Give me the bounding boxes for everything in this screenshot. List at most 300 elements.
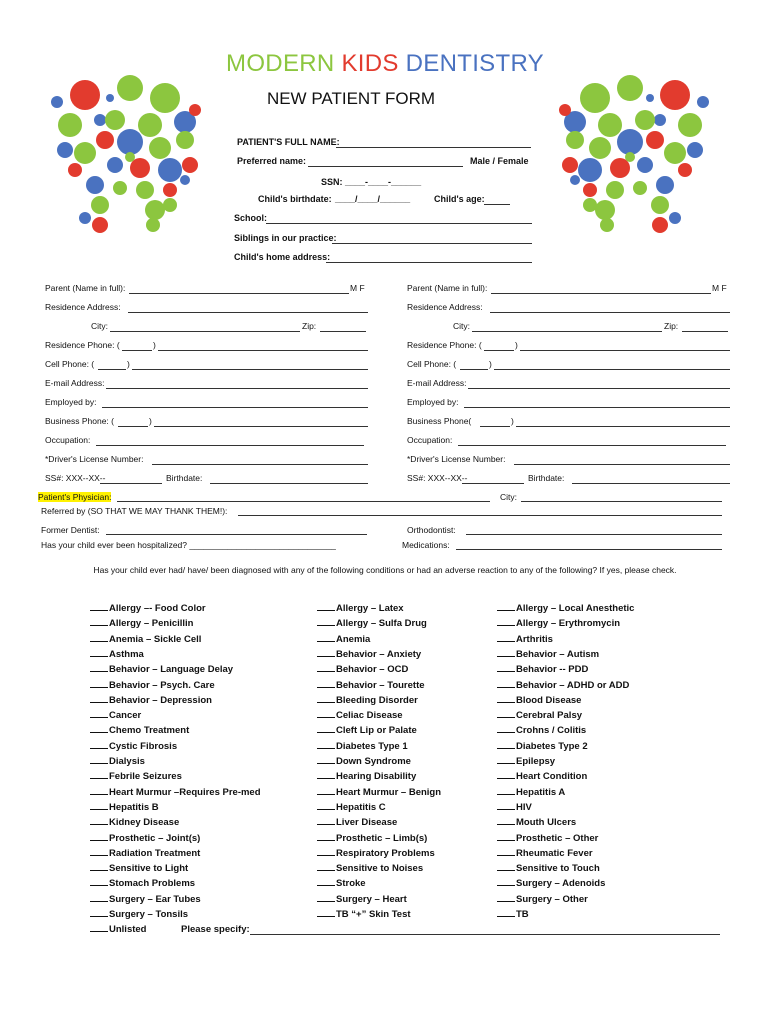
referred-label: Referred by (SO THAT WE MAY THANK THEM!):: [41, 506, 228, 516]
logo-dot: [86, 176, 104, 194]
condition-label: Cystic Fibrosis: [109, 740, 178, 752]
check-line[interactable]: [497, 916, 515, 917]
left-cell-phone-paren: ): [127, 359, 130, 369]
age-label: Child's age:: [434, 194, 485, 204]
check-line[interactable]: [90, 748, 108, 749]
medications-label: Medications:: [402, 540, 450, 550]
check-line[interactable]: [317, 748, 335, 749]
home-address-field[interactable]: [326, 262, 532, 263]
check-line[interactable]: [497, 824, 515, 825]
condition-checkbox[interactable]: [90, 618, 193, 629]
condition-label: Unlisted: [109, 924, 147, 936]
condition-checkbox[interactable]: [90, 817, 179, 828]
check-line[interactable]: [90, 931, 108, 932]
logo-dot: [182, 157, 198, 173]
logo-dot: [125, 152, 135, 162]
check-line[interactable]: [317, 778, 335, 779]
right-gender-mf[interactable]: M F: [712, 283, 727, 293]
condition-checkbox[interactable]: [317, 618, 427, 629]
siblings-label: Siblings in our practice:: [234, 233, 337, 243]
condition-label: Hearing Disability: [336, 771, 417, 783]
condition-checkbox[interactable]: [317, 680, 425, 691]
condition-label: Chemo Treatment: [109, 725, 190, 737]
check-line[interactable]: [497, 855, 515, 856]
check-line[interactable]: [317, 794, 335, 795]
right-residence-phone-number-field[interactable]: [520, 350, 730, 351]
ssn-field[interactable]: ____-____-______: [345, 177, 422, 187]
condition-label: Radiation Treatment: [109, 847, 201, 859]
right-business-phone-label: Business Phone(: [407, 416, 472, 426]
check-line[interactable]: [497, 702, 515, 703]
condition-label: Surgery – Adenoids: [516, 878, 606, 890]
logo-dot: [625, 152, 635, 162]
check-line[interactable]: [497, 840, 515, 841]
check-line[interactable]: [317, 916, 335, 917]
condition-checkbox[interactable]: [497, 863, 600, 874]
condition-label: Rheumatic Fever: [516, 847, 593, 859]
check-line[interactable]: [497, 732, 515, 733]
patient-full-name-field[interactable]: [336, 147, 531, 148]
condition-label: Surgery – Tonsils: [109, 909, 189, 920]
logo-dot: [578, 158, 602, 182]
check-line[interactable]: [497, 610, 515, 611]
right-drivers-license-label: *Driver's License Number:: [407, 454, 506, 464]
condition-label: Bleeding Disorder: [336, 694, 418, 706]
condition-checkbox[interactable]: [317, 756, 411, 767]
condition-checkbox[interactable]: [90, 863, 188, 874]
check-line[interactable]: [90, 687, 108, 688]
check-line[interactable]: [317, 717, 335, 718]
condition-label: Allergy –- Food Color: [109, 603, 206, 614]
logo-dot: [113, 181, 127, 195]
condition-label: Behavior – Depression: [109, 694, 212, 706]
right-parent-name-field[interactable]: [491, 293, 711, 294]
check-line[interactable]: [497, 671, 515, 672]
condition-label: Sensitive to Light: [109, 863, 189, 875]
title-dentistry: DENTISTRY: [405, 50, 544, 77]
right-city-label: City:: [453, 321, 470, 331]
condition-label: Mouth Ulcers: [516, 817, 577, 829]
check-line[interactable]: [317, 763, 335, 764]
right-cell-phone-paren: ): [489, 359, 492, 369]
right-residence-address-label: Residence Address:: [407, 302, 483, 312]
right-drivers-license-field[interactable]: [514, 464, 730, 465]
logo-dot: [606, 181, 624, 199]
condition-checkbox[interactable]: [90, 924, 146, 935]
logo-dot: [79, 212, 91, 224]
condition-checkbox[interactable]: [497, 787, 565, 798]
condition-checkbox[interactable]: [90, 710, 141, 721]
condition-checkbox[interactable]: [497, 695, 581, 706]
condition-checkbox[interactable]: [90, 894, 201, 905]
condition-checkbox[interactable]: [497, 894, 588, 905]
condition-label: Behavior – ADHD or ADD: [516, 679, 630, 691]
left-residence-phone-field[interactable]: [122, 350, 152, 351]
condition-checkbox[interactable]: [317, 741, 408, 752]
check-line[interactable]: [90, 840, 108, 841]
condition-checkbox[interactable]: [317, 695, 418, 706]
check-line[interactable]: [317, 656, 335, 657]
check-line[interactable]: [497, 717, 515, 718]
logo-dot: [74, 142, 96, 164]
condition-checkbox[interactable]: [497, 848, 593, 859]
left-residence-phone-paren: ): [153, 340, 156, 350]
right-email-label: E-mail Address:: [407, 378, 467, 388]
left-residence-phone-number-field[interactable]: [158, 350, 368, 351]
condition-label: Anemia: [336, 633, 371, 645]
condition-checkbox[interactable]: [317, 909, 411, 920]
condition-label: Behavior – Language Delay: [109, 664, 234, 676]
patient-full-name-label: PATIENT'S FULL NAME:: [237, 137, 340, 147]
check-line[interactable]: [497, 901, 515, 902]
left-ss-number-label: SS#: XXX--XX--: [45, 473, 106, 483]
condition-checkbox[interactable]: [497, 710, 582, 721]
condition-checkbox[interactable]: [90, 756, 145, 767]
logo-dot: [633, 181, 647, 195]
condition-checkbox[interactable]: [317, 833, 427, 844]
check-line[interactable]: [497, 656, 515, 657]
logo-dot: [145, 200, 165, 220]
check-line[interactable]: [497, 885, 515, 886]
condition-checkbox[interactable]: [90, 603, 206, 614]
condition-label: Stomach Problems: [109, 878, 196, 890]
logo-dot: [163, 198, 177, 212]
logo-dot: [570, 175, 580, 185]
physician-city-field[interactable]: [521, 501, 722, 502]
check-line[interactable]: [497, 794, 515, 795]
right-zip-label: Zip:: [664, 321, 679, 331]
logo-dot: [678, 163, 692, 177]
hospitalized-question[interactable]: Has your child ever been hospitalized? _______________________________: [41, 540, 336, 550]
left-business-phone-number-field[interactable]: [154, 426, 368, 427]
left-residence-address-label: Residence Address:: [45, 302, 121, 312]
right-residence-phone-paren: ): [515, 340, 518, 350]
left-residence-address-field[interactable]: [128, 312, 368, 313]
check-line[interactable]: [317, 641, 335, 642]
logo-dot: [583, 198, 597, 212]
right-employed-by-label: Employed by:: [407, 397, 459, 407]
condition-label: Allergy – Erythromycin: [516, 618, 621, 630]
check-line[interactable]: [497, 641, 515, 642]
check-line[interactable]: [317, 671, 335, 672]
check-line[interactable]: [90, 671, 108, 672]
condition-checkbox[interactable]: [497, 618, 620, 629]
condition-label: Heart Murmur – Benign: [336, 786, 442, 798]
right-cell-phone-number-field[interactable]: [494, 369, 730, 370]
condition-checkbox[interactable]: [90, 848, 200, 859]
right-business-phone-number-field[interactable]: [516, 426, 730, 427]
former-dentist-label: Former Dentist:: [41, 525, 100, 535]
orthodontist-field[interactable]: [466, 534, 722, 535]
condition-label: Anemia – Sickle Cell: [109, 633, 202, 645]
right-email-field[interactable]: [468, 388, 730, 389]
logo-dot: [176, 131, 194, 149]
condition-label: Asthma: [109, 648, 144, 660]
condition-checkbox[interactable]: [90, 664, 233, 675]
right-occupation-field[interactable]: [458, 445, 726, 446]
logo-dot: [58, 113, 82, 137]
check-line[interactable]: [497, 763, 515, 764]
right-cell-phone-field[interactable]: [460, 369, 488, 370]
logo-dot: [158, 158, 182, 182]
check-line[interactable]: [90, 641, 108, 642]
condition-checkbox[interactable]: [497, 741, 588, 752]
condition-label: Surgery – Heart: [336, 893, 407, 905]
condition-checkbox[interactable]: [497, 878, 605, 889]
check-line[interactable]: [317, 732, 335, 733]
condition-checkbox[interactable]: [317, 710, 403, 721]
check-line[interactable]: [497, 687, 515, 688]
condition-label: Allergy – Penicillin: [109, 618, 194, 630]
logo-dot: [57, 142, 73, 158]
logo-dot: [652, 217, 668, 233]
check-line[interactable]: [90, 901, 108, 902]
right-residence-address-field[interactable]: [490, 312, 730, 313]
check-line[interactable]: [497, 778, 515, 779]
condition-label: HIV: [516, 801, 532, 813]
condition-label: Liver Disease: [336, 817, 398, 829]
right-city-field[interactable]: [472, 331, 662, 332]
check-line[interactable]: [90, 916, 108, 917]
condition-checkbox[interactable]: [90, 695, 212, 706]
gender-options[interactable]: Male / Female: [470, 156, 529, 166]
left-zip-field[interactable]: [320, 331, 366, 332]
logo-dot: [669, 212, 681, 224]
condition-checkbox[interactable]: [90, 680, 215, 691]
physician-field[interactable]: [117, 501, 490, 502]
right-business-phone-field[interactable]: [480, 426, 510, 427]
condition-checkbox[interactable]: [317, 634, 370, 645]
condition-label: Allergy – Latex: [336, 603, 404, 614]
check-line[interactable]: [90, 855, 108, 856]
check-line[interactable]: [317, 687, 335, 688]
check-line[interactable]: [317, 870, 335, 871]
check-line[interactable]: [90, 732, 108, 733]
check-line[interactable]: [90, 809, 108, 810]
condition-checkbox[interactable]: [497, 756, 555, 767]
condition-label: Hepatitis B: [109, 801, 159, 813]
condition-label: Allergy – Local Anesthetic: [516, 603, 635, 614]
birthdate-field[interactable]: ____/____/______: [335, 194, 411, 204]
left-email-field[interactable]: [106, 388, 368, 389]
left-birthdate-label: Birthdate:: [166, 473, 203, 483]
condition-label: Sensitive to Touch: [516, 863, 600, 875]
condition-checkbox[interactable]: [90, 802, 159, 813]
right-residence-phone-field[interactable]: [484, 350, 514, 351]
condition-checkbox[interactable]: [90, 833, 200, 844]
preferred-name-field[interactable]: [308, 166, 463, 167]
logo-dot: [180, 175, 190, 185]
condition-checkbox[interactable]: [497, 802, 532, 813]
check-line[interactable]: [317, 855, 335, 856]
check-line[interactable]: [317, 625, 335, 626]
left-parent-name-field[interactable]: [129, 293, 349, 294]
condition-checkbox[interactable]: [317, 771, 416, 782]
logo-dot: [149, 137, 171, 159]
please-specify-field[interactable]: [250, 934, 720, 935]
condition-checkbox[interactable]: [497, 603, 634, 614]
check-line[interactable]: [317, 840, 335, 841]
condition-checkbox[interactable]: [317, 817, 397, 828]
check-line[interactable]: [317, 610, 335, 611]
check-line[interactable]: [497, 809, 515, 810]
condition-label: TB “+” Skin Test: [336, 909, 411, 920]
condition-label: Behavior – OCD: [336, 664, 409, 676]
condition-label: Prosthetic – Joint(s): [109, 832, 201, 844]
condition-label: Allergy – Sulfa Drug: [336, 618, 427, 630]
siblings-field[interactable]: [332, 243, 532, 244]
condition-checkbox[interactable]: [90, 909, 188, 920]
condition-label: Hepatitis C: [336, 801, 386, 813]
left-business-phone-field[interactable]: [118, 426, 148, 427]
condition-checkbox[interactable]: [317, 894, 407, 905]
conditions-question: Has your child ever had/ have/ been diagnosed with any of the following conditions or had an adverse reaction to any of the following? If yes, please check.: [93, 565, 677, 575]
condition-label: Epilepsy: [516, 756, 556, 767]
logo-dot: [136, 181, 154, 199]
left-city-field[interactable]: [110, 331, 300, 332]
condition-checkbox[interactable]: [317, 664, 408, 675]
condition-label: Arthritis: [516, 633, 553, 645]
condition-label: Down Syndrome: [336, 756, 411, 767]
condition-checkbox[interactable]: [497, 680, 629, 691]
orthodontist-label: Orthodontist:: [407, 525, 456, 535]
right-occupation-label: Occupation:: [407, 435, 453, 445]
right-cell-phone-label: Cell Phone: (: [407, 359, 457, 369]
check-line[interactable]: [317, 824, 335, 825]
physician-city-label: City:: [500, 492, 517, 502]
check-line[interactable]: [90, 885, 108, 886]
logo-dot: [646, 131, 664, 149]
logo-dot: [687, 142, 703, 158]
right-birthdate-label: Birthdate:: [528, 473, 565, 483]
condition-checkbox[interactable]: [317, 848, 435, 859]
condition-checkbox[interactable]: [90, 771, 182, 782]
clinic-title: [0, 50, 770, 78]
condition-label: Sensitive to Noises: [336, 863, 424, 875]
right-employed-by-field[interactable]: [464, 407, 730, 408]
condition-label: Behavior – Autism: [516, 648, 600, 660]
condition-checkbox[interactable]: [317, 725, 417, 736]
condition-checkbox[interactable]: [497, 909, 529, 920]
check-line[interactable]: [497, 748, 515, 749]
right-business-phone-paren: ): [511, 416, 514, 426]
condition-checkbox[interactable]: [317, 802, 386, 813]
condition-checkbox[interactable]: [90, 725, 189, 736]
check-line[interactable]: [90, 702, 108, 703]
please-specify-label: Please specify:: [181, 924, 250, 935]
logo-dot: [107, 157, 123, 173]
check-line[interactable]: [497, 870, 515, 871]
condition-label: Heart Murmur –Requires Pre-med: [109, 786, 261, 798]
condition-label: Crohns / Colitis: [516, 725, 587, 737]
condition-label: Cancer: [109, 710, 142, 722]
medications-field[interactable]: [456, 549, 722, 550]
left-drivers-license-field[interactable]: [152, 464, 368, 465]
left-email-label: E-mail Address:: [45, 378, 105, 388]
left-birthdate-field[interactable]: [210, 483, 368, 484]
logo-dot: [92, 217, 108, 233]
condition-label: Surgery – Ear Tubes: [109, 893, 201, 905]
condition-checkbox[interactable]: [497, 664, 588, 675]
left-occupation-label: Occupation:: [45, 435, 91, 445]
condition-checkbox[interactable]: [497, 771, 587, 782]
home-address-label: Child's home address:: [234, 252, 331, 262]
left-zip-label: Zip:: [302, 321, 317, 331]
check-line[interactable]: [90, 870, 108, 871]
check-line[interactable]: [90, 824, 108, 825]
check-line[interactable]: [317, 901, 335, 902]
check-line[interactable]: [90, 778, 108, 779]
title-kids: KIDS: [341, 50, 399, 77]
check-line[interactable]: [317, 702, 335, 703]
school-label: School:: [234, 213, 267, 223]
condition-checkbox[interactable]: [90, 878, 195, 889]
condition-checkbox[interactable]: [317, 649, 421, 660]
condition-checkbox[interactable]: [497, 649, 599, 660]
condition-checkbox[interactable]: [317, 787, 441, 798]
check-line[interactable]: [317, 885, 335, 886]
condition-label: Respiratory Problems: [336, 847, 435, 859]
condition-label: Heart Condition: [516, 771, 588, 783]
left-occupation-field[interactable]: [96, 445, 364, 446]
left-cell-phone-number-field[interactable]: [132, 369, 368, 370]
condition-checkbox[interactable]: [497, 725, 586, 736]
left-employed-by-field[interactable]: [102, 407, 368, 408]
condition-checkbox[interactable]: [317, 863, 423, 874]
right-zip-field[interactable]: [682, 331, 728, 332]
left-ss-number-field[interactable]: [100, 483, 162, 484]
condition-checkbox[interactable]: [90, 741, 177, 752]
check-line[interactable]: [90, 763, 108, 764]
check-line[interactable]: [90, 610, 108, 611]
condition-label: Prosthetic – Limb(s): [336, 832, 428, 844]
preferred-name-label: Preferred name:: [237, 156, 307, 166]
condition-label: Surgery – Other: [516, 893, 588, 905]
left-cell-phone-field[interactable]: [98, 369, 126, 370]
condition-checkbox[interactable]: [317, 878, 366, 889]
condition-label: Diabetes Type 1: [336, 740, 408, 752]
former-dentist-field[interactable]: [106, 534, 367, 535]
condition-checkbox[interactable]: [497, 634, 553, 645]
logo-dot: [651, 196, 669, 214]
check-line[interactable]: [90, 625, 108, 626]
logo-dot: [664, 142, 686, 164]
check-line[interactable]: [317, 809, 335, 810]
left-residence-phone-label: Residence Phone: (: [45, 340, 120, 350]
condition-checkbox[interactable]: [497, 833, 598, 844]
school-field[interactable]: [266, 223, 532, 224]
right-birthdate-field[interactable]: [572, 483, 730, 484]
physician-label: Patient's Physician:: [38, 492, 112, 502]
referred-field[interactable]: [238, 515, 722, 516]
condition-checkbox[interactable]: [90, 649, 144, 660]
condition-checkbox[interactable]: [317, 603, 404, 614]
age-field[interactable]: [484, 204, 510, 205]
condition-checkbox[interactable]: [497, 817, 576, 828]
logo-dot: [583, 183, 597, 197]
condition-checkbox[interactable]: [90, 787, 261, 798]
check-line[interactable]: [90, 794, 108, 795]
check-line[interactable]: [90, 656, 108, 657]
check-line[interactable]: [90, 717, 108, 718]
right-ss-number-field[interactable]: [462, 483, 524, 484]
check-line[interactable]: [497, 625, 515, 626]
logo-dot: [589, 137, 611, 159]
left-gender-mf[interactable]: M F: [350, 283, 365, 293]
condition-label: TB: [516, 909, 529, 920]
condition-label: Febrile Seizures: [109, 771, 182, 783]
condition-checkbox[interactable]: [90, 634, 201, 645]
